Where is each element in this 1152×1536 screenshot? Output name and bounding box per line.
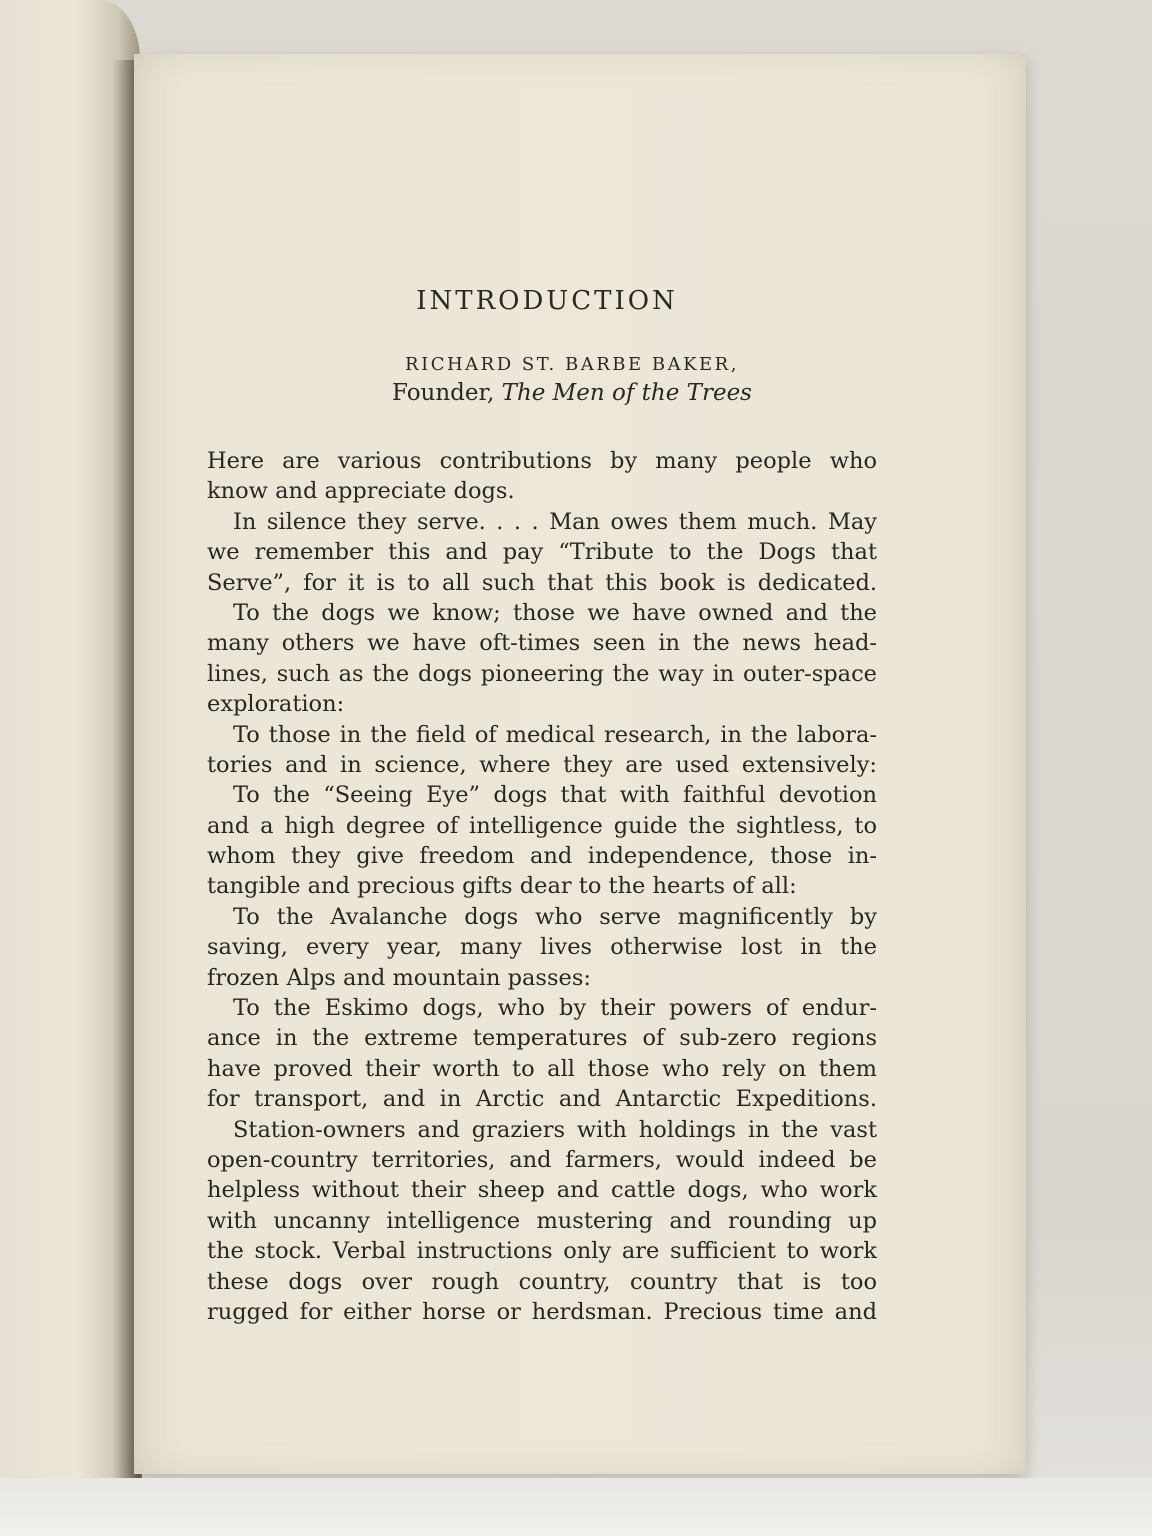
text-line: saving, every year, many lives otherwise lost in the <box>207 934 877 961</box>
text-line: exploration: <box>207 691 345 718</box>
text-line: have proved their worth to all those who rely on them <box>207 1055 877 1082</box>
text-line: with uncanny intelligence mustering and rounding up <box>207 1207 877 1234</box>
text-line: Serve”, for it is to all such that this book is dedicated. <box>207 569 877 596</box>
text-line: To the Avalanche dogs who serve magnificently by <box>233 903 877 930</box>
text-line: open-country territories, and farmers, would indeed be <box>207 1146 877 1173</box>
text-line: To the dogs we know; those we have owned and the <box>233 599 877 626</box>
chapter-title: INTRODUCTION <box>416 286 678 316</box>
affiliation-prefix: Founder, <box>392 380 502 406</box>
text-line: To those in the field of medical research, in the labora- <box>233 721 877 748</box>
text-line: ance in the extreme temperatures of sub-zero regions <box>207 1025 877 1052</box>
table-surface <box>0 1478 1152 1536</box>
text-line: lines, such as the dogs pioneering the way in outer-space <box>207 660 877 687</box>
text-line: In silence they serve. . . . Man owes them much. May <box>233 508 877 535</box>
text-line: To the Eskimo dogs, who by their powers of endur- <box>233 995 877 1022</box>
author-affiliation <box>207 380 937 406</box>
text-line: whom they give freedom and independence, those in- <box>207 843 877 870</box>
text-line: and a high degree of intelligence guide the sightless, to <box>207 812 877 839</box>
text-line: we remember this and pay “Tribute to the Dogs that <box>207 539 877 566</box>
text-line: many others we have oft-times seen in the news head- <box>207 630 877 657</box>
text-line: tangible and precious gifts dear to the hearts of all: <box>207 873 797 900</box>
body-text <box>207 446 877 1327</box>
text-line: for transport, and in Arctic and Antarctic Expeditions. <box>207 1086 877 1113</box>
text-line: rugged for either horse or herdsman. Precious time and <box>207 1298 877 1325</box>
text-line: To the “Seeing Eye” dogs that with faithful devotion <box>233 782 877 809</box>
text-line: tories and in science, where they are used extensively: <box>207 751 877 778</box>
text-line: Here are various contributions by many people who <box>207 448 877 474</box>
text-line: these dogs over rough country, country that is too <box>207 1268 877 1295</box>
affiliation-organization: The Men of the Trees <box>501 380 752 406</box>
text-line: frozen Alps and mountain passes: <box>207 964 591 991</box>
text-line: the stock. Verbal instructions only are sufficient to work <box>207 1238 877 1265</box>
text-line: helpless without their sheep and cattle dogs, who work <box>207 1177 877 1204</box>
text-line: Station-owners and graziers with holdings in the vast <box>233 1116 877 1143</box>
text-line: know and appreciate dogs. <box>207 478 515 505</box>
author-name: RICHARD ST. BARBE BAKER, <box>405 354 739 375</box>
